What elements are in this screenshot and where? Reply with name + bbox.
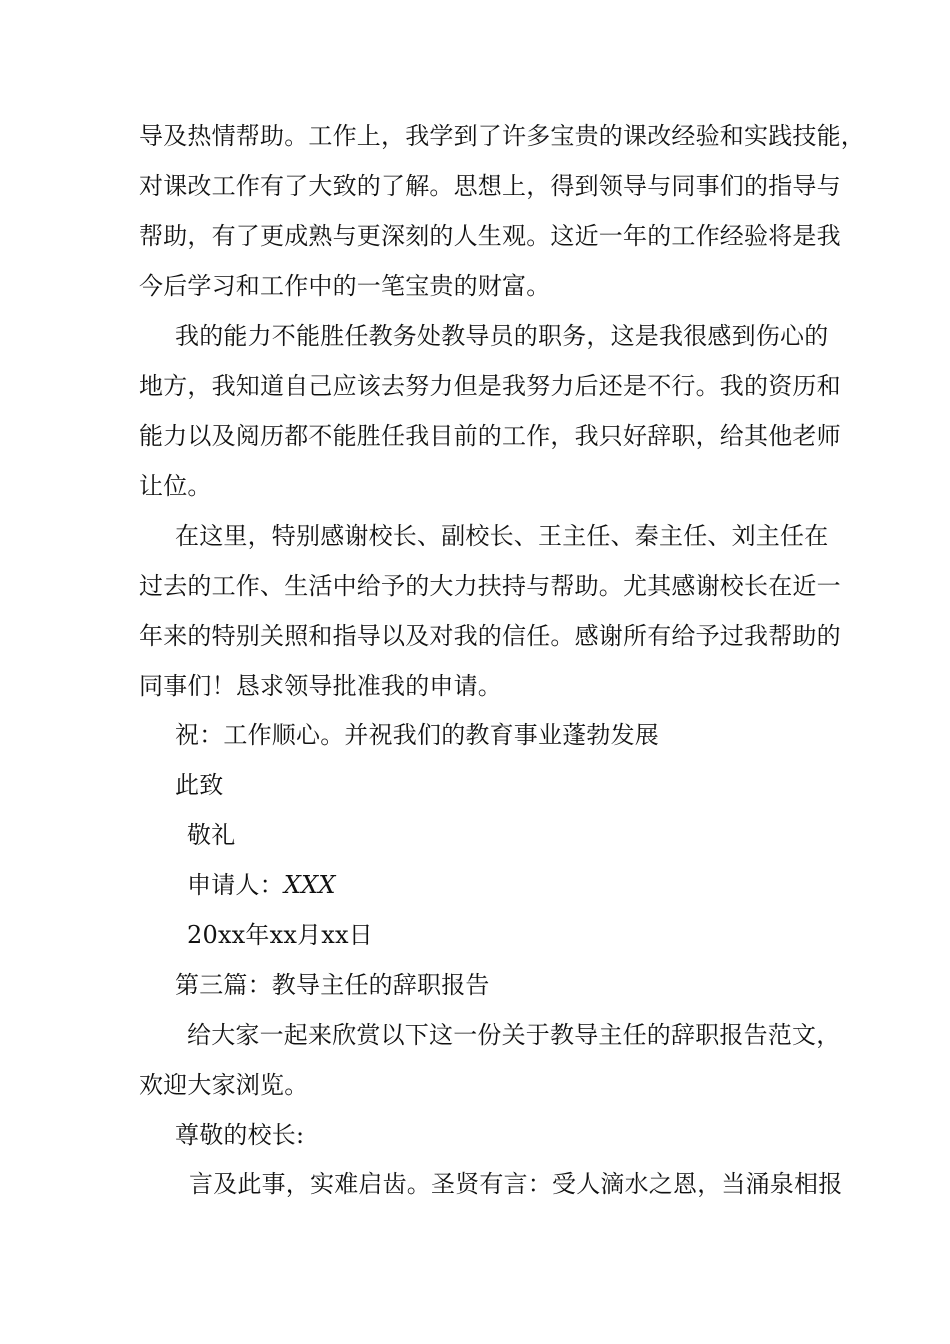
paragraph-line: 年来的特别关照和指导以及对我的信任。感谢所有给予过我帮助的 — [139, 622, 841, 650]
paragraph-line: 同事们！恳求领导批准我的申请。 — [139, 672, 502, 700]
applicant-line — [187, 870, 336, 900]
paragraph-line: 我的能力不能胜任教务处教导员的职务，这是我很感到伤心的 — [175, 322, 829, 350]
wish-line: 祝：工作顺心。并祝我们的教育事业蓬勃发展 — [175, 721, 659, 749]
paragraph-line: 在这里，特别感谢校长、副校长、王主任、秦主任、刘主任在 — [175, 522, 829, 550]
applicant-label: 申请人： — [187, 871, 284, 899]
paragraph-line: 欢迎大家浏览。 — [139, 1071, 309, 1099]
paragraph-line: 对课改工作有了大致的了解。思想上，得到领导与同事们的指导与 — [139, 172, 841, 200]
paragraph-line: 过去的工作、生活中给予的大力扶持与帮助。尤其感谢校长在近一 — [139, 572, 841, 600]
paragraph-line: 地方，我知道自己应该去努力但是我努力后还是不行。我的资历和 — [139, 372, 841, 400]
paragraph-line: 言及此事，实难启齿。圣贤有言：受人滴水之恩，当涌泉相报 — [189, 1170, 843, 1198]
paragraph-line: 让位。 — [139, 472, 212, 500]
section-title: 第三篇：教导主任的辞职报告 — [175, 971, 490, 999]
paragraph-line: 导及热情帮助。工作上，我学到了许多宝贵的课改经验和实践技能， — [139, 122, 865, 150]
paragraph-line: 能力以及阅历都不能胜任我目前的工作，我只好辞职，给其他老师 — [139, 422, 841, 450]
applicant-name: XXX — [283, 871, 336, 899]
paragraph-line: 今后学习和工作中的一笔宝贵的财富。 — [139, 272, 551, 300]
paragraph-line: 给大家一起来欣赏以下这一份关于教导主任的辞职报告范文， — [187, 1021, 841, 1049]
closing-line: 此致 — [175, 771, 224, 799]
salute-line: 敬礼 — [187, 821, 236, 849]
date-line: 20xx年xx月xx日 — [187, 921, 373, 949]
paragraph-line: 帮助，有了更成熟与更深刻的人生观。这近一年的工作经验将是我 — [139, 222, 841, 250]
greeting-line: 尊敬的校长: — [175, 1121, 305, 1149]
